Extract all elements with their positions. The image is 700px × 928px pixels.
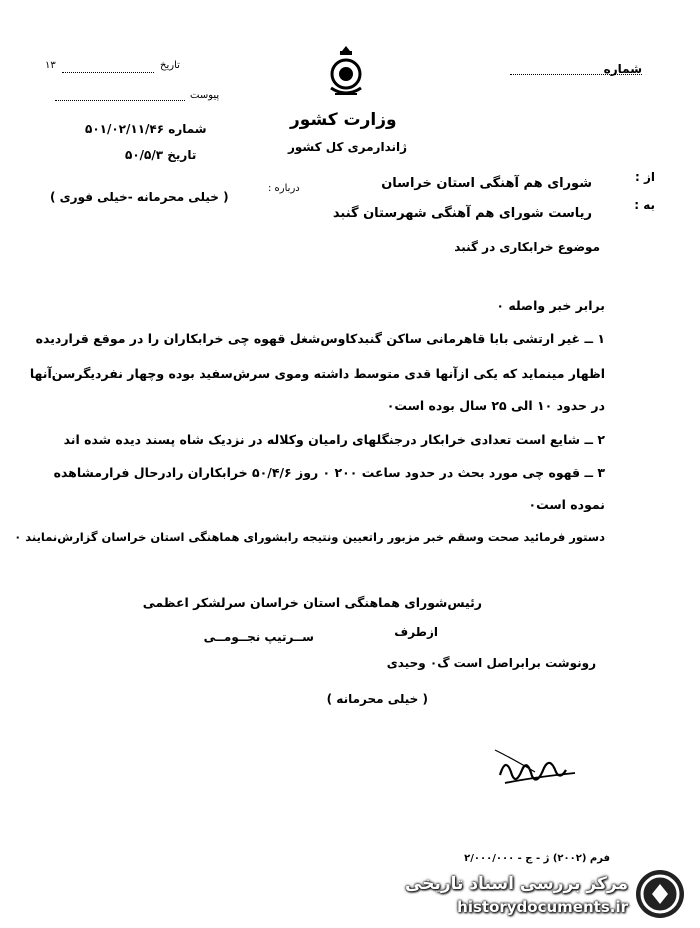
about-label: درباره : bbox=[268, 183, 300, 194]
attachment-dotline bbox=[55, 100, 185, 101]
body-line-3: در حدود ۱۰ الی ۲۵ سال بوده است۰ bbox=[386, 398, 605, 413]
watermark-url: historydocuments.ir bbox=[457, 898, 628, 916]
lion-sun-emblem-icon bbox=[323, 44, 369, 104]
on-behalf-label: ازطرف bbox=[394, 625, 438, 639]
body-line-6: نموده است۰ bbox=[528, 497, 605, 512]
classification-footer: ( خیلی محرمانه ) bbox=[326, 692, 428, 706]
subject-line: موضوع خرابکاری در گنبد bbox=[454, 240, 600, 254]
classification-badge: ( خیلی محرمانه -خیلی فوری ) bbox=[50, 190, 229, 204]
from-label: از : bbox=[635, 170, 655, 184]
from-value: شورای هم آهنگی استان خراسان bbox=[381, 176, 592, 191]
signature-title: رئیس‌شورای هماهنگی استان خراسان سرلشکر اعظمی bbox=[142, 595, 482, 610]
attachment-label: پیوست bbox=[190, 90, 220, 101]
letter-number-value: ۵۰۱/۰۲/۱۱/۴۶ bbox=[85, 122, 165, 136]
copy-note: رونوشت برابراصل است گ۰ وحیدی bbox=[386, 656, 596, 670]
watermark bbox=[404, 870, 632, 922]
signatory-name: ســرتیپ نجــومــی bbox=[203, 630, 314, 644]
form-code: فرم (۲۰۰۲) ژ - ج - ۲/۰۰۰/۰۰۰ bbox=[464, 853, 610, 864]
archive-logo-icon bbox=[634, 868, 686, 920]
top-number-dotline bbox=[510, 74, 642, 75]
to-value: ریاست شورای هم آهنگی شهرستان گنبد bbox=[332, 206, 592, 221]
body-intro: برابر خبر واصله ۰ bbox=[496, 298, 605, 313]
letter-date-value: ۵۰/۵/۳ bbox=[125, 148, 164, 162]
body-line-1: ۱ ــ غیر ارتشی بابا قاهرمانی ساکن گنبدکاوس‌شغل قهوه چی خرابکاران را در موقع قراردیده bbox=[35, 331, 605, 346]
top-date-dotline bbox=[62, 72, 154, 73]
letter-number-label: شماره bbox=[168, 122, 207, 136]
body-line-7: دستور فرمائید صحت وسقم خبر مزبور راتعیین ونتیجه رابشورای هماهنگی استان خراسان گزارش‌نمایند ۰ bbox=[14, 530, 605, 544]
top-date-year: ۱۳ bbox=[45, 60, 56, 71]
to-label: به : bbox=[634, 198, 655, 212]
top-number-label: شماره bbox=[603, 62, 642, 76]
letter-date-label: تاریخ bbox=[167, 148, 197, 162]
body-line-2: اظهار مینماید که یکی ازآنها قدی متوسط داشته وموی سرش‌سفید بوده وچهار نفردیگرسن‌آنها bbox=[29, 366, 605, 381]
ministry-title: وزارت کشور bbox=[290, 110, 397, 130]
handwritten-signature bbox=[490, 745, 590, 790]
top-date-label: تاریخ bbox=[160, 60, 180, 71]
body-line-4: ۲ ــ شایع است تعدادی خرابکار درجنگلهای رامیان وکلاله در نزدیک شاه پسند دیده شده اند bbox=[63, 432, 605, 447]
watermark-title: مرکز بررسی اسناد تاریخی bbox=[405, 874, 628, 894]
department-title: ژاندارمری کل کشور bbox=[288, 140, 408, 154]
body-line-5: ۳ ــ قهوه چی مورد بحث در حدود ساعت ۲۰۰ ۰ روز ۵۰/۴/۶ خرابکاران رادرحال فرارمشاهده bbox=[53, 465, 605, 480]
